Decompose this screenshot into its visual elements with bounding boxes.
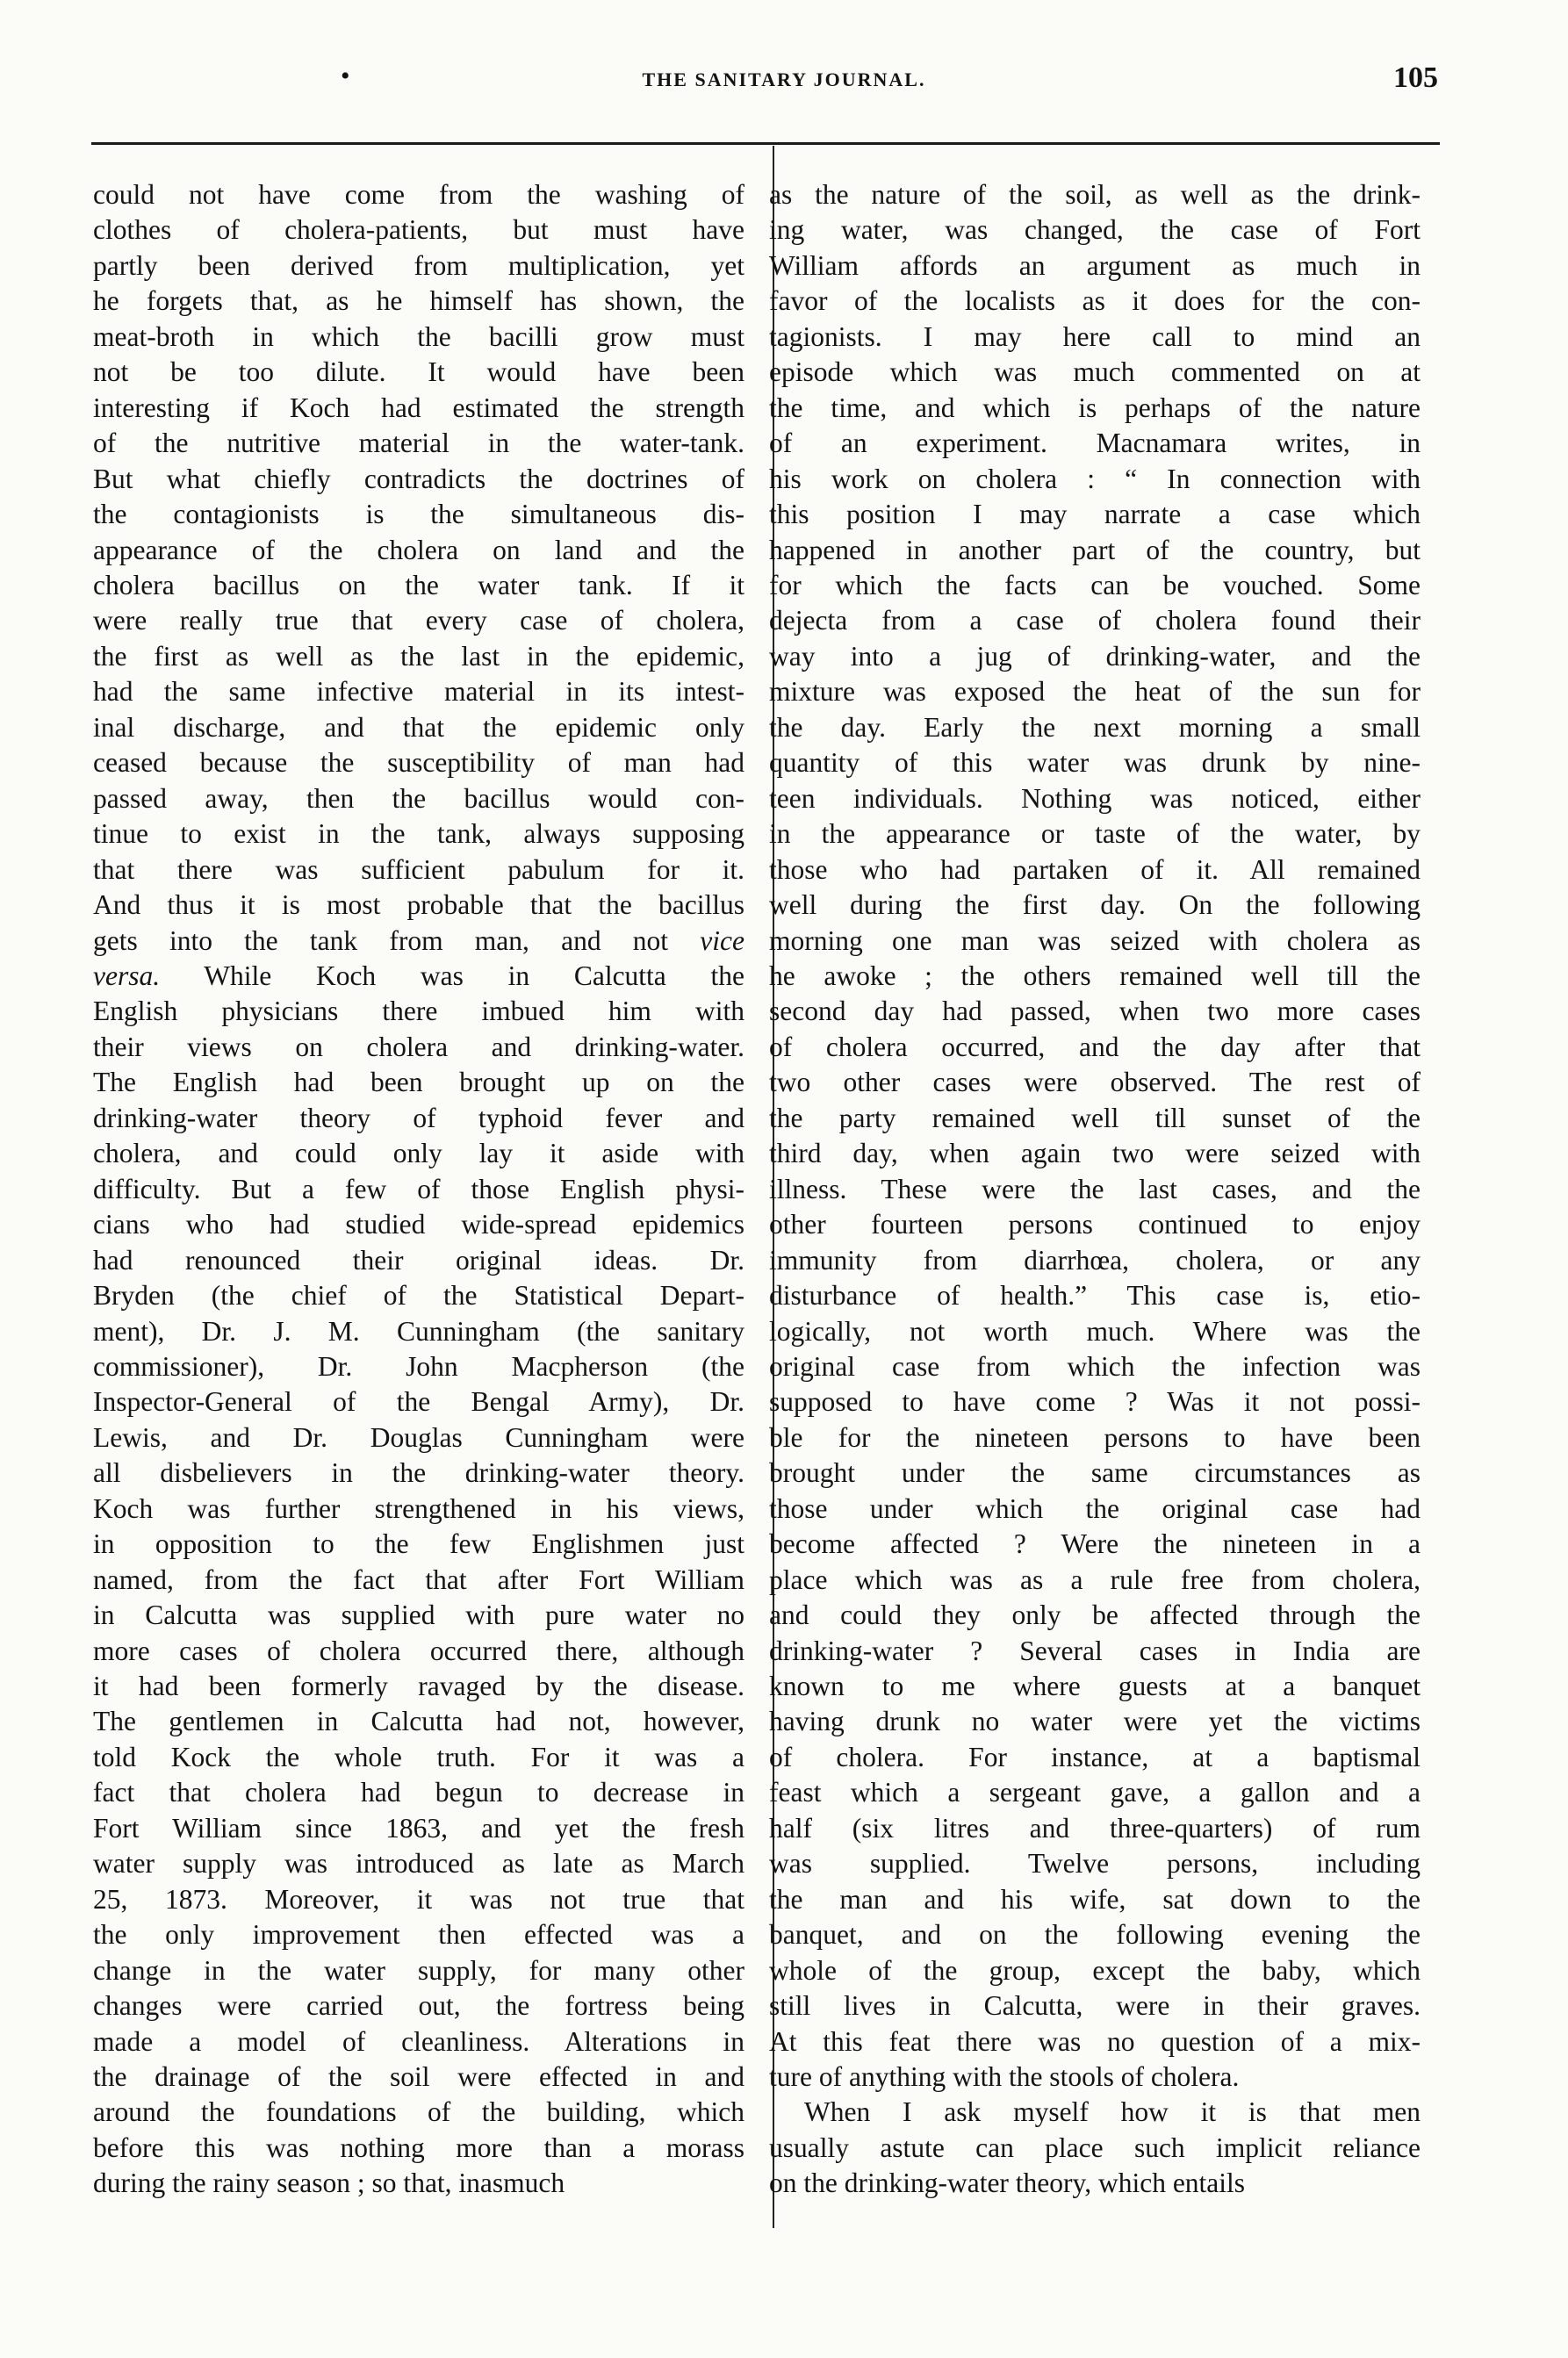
text-line: favor of the localists as it does for the con- bbox=[769, 285, 1421, 317]
text-line: cians who had studied wide-spread epidemics bbox=[93, 1209, 744, 1240]
text-line: the first as well as the last in the epidemic, bbox=[93, 640, 744, 672]
text-line: known to me where guests at a banquet bbox=[769, 1671, 1421, 1702]
text-line: drinking-water theory of typhoid fever and bbox=[93, 1102, 744, 1133]
text-line: ble for the nineteen persons to have been bbox=[769, 1421, 1421, 1453]
text-line: third day, when again two were seized with bbox=[769, 1138, 1421, 1169]
text-line: the man and his wife, sat down to the bbox=[769, 1883, 1421, 1915]
text-line: cholera, and could only lay it aside with bbox=[93, 1138, 744, 1169]
text-line: the day. Early the next morning a small bbox=[769, 711, 1421, 743]
text-line: William affords an argument as much in bbox=[769, 249, 1421, 281]
text-line: Lewis, and Dr. Douglas Cunningham were bbox=[93, 1421, 744, 1453]
text-line: supposed to have come ? Was it not possi- bbox=[769, 1386, 1421, 1418]
text-line: When I ask myself how it is that men bbox=[804, 2096, 1421, 2128]
text-line: ment), Dr. J. M. Cunningham (the sanitary bbox=[93, 1315, 744, 1347]
text-line: the party remained well till sunset of the bbox=[769, 1102, 1421, 1133]
text-line: change in the water supply, for many other bbox=[93, 1954, 744, 1986]
text-line: in Calcutta was supplied with pure water no bbox=[93, 1600, 744, 1631]
text-line: before this was nothing more than a morass bbox=[93, 2132, 744, 2163]
text-line: his work on cholera : “ In connection with bbox=[769, 463, 1421, 494]
text-line: named, from the fact that after Fort William bbox=[93, 1564, 744, 1595]
right-paragraph-2 bbox=[769, 2095, 1421, 2201]
text-line: had the same infective material in its intest- bbox=[93, 676, 744, 708]
text-line: cholera bacillus on the water tank. If it bbox=[93, 569, 744, 600]
text-line: all disbelievers in the drinking-water theory. bbox=[93, 1457, 744, 1489]
text-line: that there was sufficient pabulum for it. bbox=[93, 853, 744, 885]
text-line: The English had been brought up on the bbox=[93, 1067, 744, 1098]
text-line: this position I may narrate a case which bbox=[769, 499, 1421, 530]
text-line: become affected ? Were the nineteen in a bbox=[769, 1528, 1421, 1560]
text-line: second day had passed, when two more cases bbox=[769, 996, 1421, 1027]
text-line: made a model of cleanliness. Alterations in bbox=[93, 2025, 744, 2057]
text-line: English physicians there imbued him with bbox=[93, 996, 744, 1027]
text-line: still lives in Calcutta, were in their graves. bbox=[769, 1990, 1421, 2022]
text-line: inal discharge, and that the epidemic only bbox=[93, 711, 744, 743]
text-line: teen individuals. Nothing was noticed, either bbox=[769, 782, 1421, 814]
text-line: mixture was exposed the heat of the sun for bbox=[769, 676, 1421, 708]
text-line: quantity of this water was drunk by nine- bbox=[769, 747, 1421, 779]
text-line: clothes of cholera-patients, but must have bbox=[93, 214, 744, 246]
text-line: At this feat there was no question of a mix- bbox=[769, 2025, 1421, 2057]
text-line: having drunk no water were yet the victims bbox=[769, 1706, 1421, 1737]
text-line: partly been derived from multiplication, yet bbox=[93, 249, 744, 281]
text-line: he forgets that, as he himself has shown, the bbox=[93, 285, 744, 317]
header-rule bbox=[91, 142, 1440, 145]
text-line: were really true that every case of cholera, bbox=[93, 605, 744, 636]
text-line: way into a jug of drinking-water, and the bbox=[769, 640, 1421, 672]
text-line: of cholera occurred, and the day after that bbox=[769, 1031, 1421, 1062]
text-line: had renounced their original ideas. Dr. bbox=[93, 1244, 744, 1276]
text-line: usually astute can place such implicit reliance bbox=[769, 2132, 1421, 2163]
text-line: he awoke ; the others remained well till the bbox=[769, 960, 1421, 991]
text-line: banquet, and on the following evening the bbox=[769, 1919, 1421, 1951]
text-line: interesting if Koch had estimated the strength bbox=[93, 392, 744, 423]
text-line: well during the first day. On the following bbox=[769, 889, 1421, 921]
text-line: other fourteen persons continued to enjoy bbox=[769, 1209, 1421, 1240]
text-line: feast which a sergeant gave, a gallon and a bbox=[769, 1777, 1421, 1808]
text-line: those under which the original case had bbox=[769, 1492, 1421, 1524]
text-line: dejecta from a case of cholera found their bbox=[769, 605, 1421, 636]
text-line: the only improvement then effected was a bbox=[93, 1919, 744, 1951]
text-line: immunity from diarrhœa, cholera, or any bbox=[769, 1244, 1421, 1276]
text-line: for which the facts can be vouched. Some bbox=[769, 569, 1421, 600]
text-line: of cholera. For instance, at a baptismal bbox=[769, 1741, 1421, 1772]
text-line: difficulty. But a few of those English physi- bbox=[93, 1173, 744, 1204]
text-line: brought under the same circumstances as bbox=[769, 1457, 1421, 1489]
text-line: whole of the group, except the baby, which bbox=[769, 1954, 1421, 1986]
running-head: THE SANITARY JOURNAL. bbox=[642, 68, 926, 90]
text-line: 25, 1873. Moreover, it was not true that bbox=[93, 1883, 744, 1915]
text-line: water supply was introduced as late as March bbox=[93, 1848, 744, 1880]
text-line: ing water, was changed, the case of Fort bbox=[769, 214, 1421, 246]
text-line: could not have come from the washing of bbox=[93, 179, 744, 210]
text-line: of an experiment. Macnamara writes, in bbox=[769, 428, 1421, 459]
text-line: changes were carried out, the fortress being bbox=[93, 1990, 744, 2022]
text-line: not be too dilute. It would have been bbox=[93, 356, 744, 388]
left-paragraph bbox=[93, 177, 744, 2202]
text-line: And thus it is most probable that the bacillus bbox=[93, 889, 744, 921]
text-line: happened in another part of the country, but bbox=[769, 534, 1421, 565]
text-line: Koch was further strengthened in his views, bbox=[93, 1492, 744, 1524]
text-line: fact that cholera had begun to decrease in bbox=[93, 1777, 744, 1808]
text-line: the contagionists is the simultaneous dis- bbox=[93, 499, 744, 530]
text-line: the time, and which is perhaps of the nature bbox=[769, 392, 1421, 423]
text-line: place which was as a rule free from cholera, bbox=[769, 1564, 1421, 1595]
text-line: during the rainy season ; so that, inasmuch bbox=[93, 2167, 565, 2199]
text-line: told Kock the whole truth. For it was a bbox=[93, 1741, 744, 1772]
text-line: passed away, then the bacillus would con- bbox=[93, 782, 744, 814]
text-line: ture of anything with the stools of cholera. bbox=[769, 2061, 1240, 2093]
text-line: logically, not worth much. Where was the bbox=[769, 1315, 1421, 1347]
text-line: morning one man was seized with cholera as bbox=[769, 924, 1421, 956]
text-line: Fort William since 1863, and yet the fresh bbox=[93, 1812, 744, 1844]
text-line: But what chiefly contradicts the doctrines of bbox=[93, 463, 744, 494]
text-line: was supplied. Twelve persons, including bbox=[769, 1848, 1421, 1880]
text-line: around the foundations of the building, which bbox=[93, 2096, 744, 2128]
text-line: it had been formerly ravaged by the disease. bbox=[93, 1671, 744, 1702]
text-line: meat-broth in which the bacilli grow must bbox=[93, 320, 744, 352]
text-line: Bryden (the chief of the Statistical Depart- bbox=[93, 1280, 744, 1312]
text-line: ceased because the susceptibility of man had bbox=[93, 747, 744, 779]
text-line: half (six litres and three-quarters) of rum bbox=[769, 1812, 1421, 1844]
text-line: disturbance of health.” This case is, etio- bbox=[769, 1280, 1421, 1312]
header-ornament: • bbox=[341, 61, 350, 90]
text-line: of the nutritive material in the water-tank. bbox=[93, 428, 744, 459]
page-number: 105 bbox=[1393, 61, 1438, 94]
text-line: and could they only be affected through the bbox=[769, 1600, 1421, 1631]
text-line: illness. These were the last cases, and the bbox=[769, 1173, 1421, 1204]
text-line: appearance of the cholera on land and the bbox=[93, 534, 744, 565]
right-paragraph-1 bbox=[769, 177, 1421, 2095]
text-line: in opposition to the few Englishmen just bbox=[93, 1528, 744, 1560]
right-column bbox=[769, 177, 1421, 2202]
text-line: tagionists. I may here call to mind an bbox=[769, 320, 1421, 352]
text-line: as the nature of the soil, as well as the drink- bbox=[769, 179, 1421, 210]
left-column bbox=[93, 177, 744, 2202]
text-line: drinking-water ? Several cases in India are bbox=[769, 1635, 1421, 1666]
text-line: their views on cholera and drinking-water. bbox=[93, 1031, 744, 1062]
text-line: episode which was much commented on at bbox=[769, 356, 1421, 388]
text-line: The gentlemen in Calcutta had not, however, bbox=[93, 1706, 744, 1737]
text-line: two other cases were observed. The rest of bbox=[769, 1067, 1421, 1098]
text-line: tinue to exist in the tank, always supposing bbox=[93, 818, 744, 850]
text-line: the drainage of the soil were effected in and bbox=[93, 2061, 744, 2093]
text-line: versa. While Koch was in Calcutta the bbox=[93, 960, 744, 991]
text-line: in the appearance or taste of the water, by bbox=[769, 818, 1421, 850]
text-line: gets into the tank from man, and not vice bbox=[93, 924, 744, 956]
text-line: those who had partaken of it. All remained bbox=[769, 853, 1421, 885]
text-line: Inspector-General of the Bengal Army), Dr. bbox=[93, 1386, 744, 1418]
text-line: original case from which the infection was bbox=[769, 1350, 1421, 1382]
text-line: on the drinking-water theory, which entails bbox=[769, 2167, 1246, 2199]
text-line: commissioner), Dr. John Macpherson (the bbox=[93, 1350, 744, 1382]
text-line: more cases of cholera occurred there, although bbox=[93, 1635, 744, 1666]
